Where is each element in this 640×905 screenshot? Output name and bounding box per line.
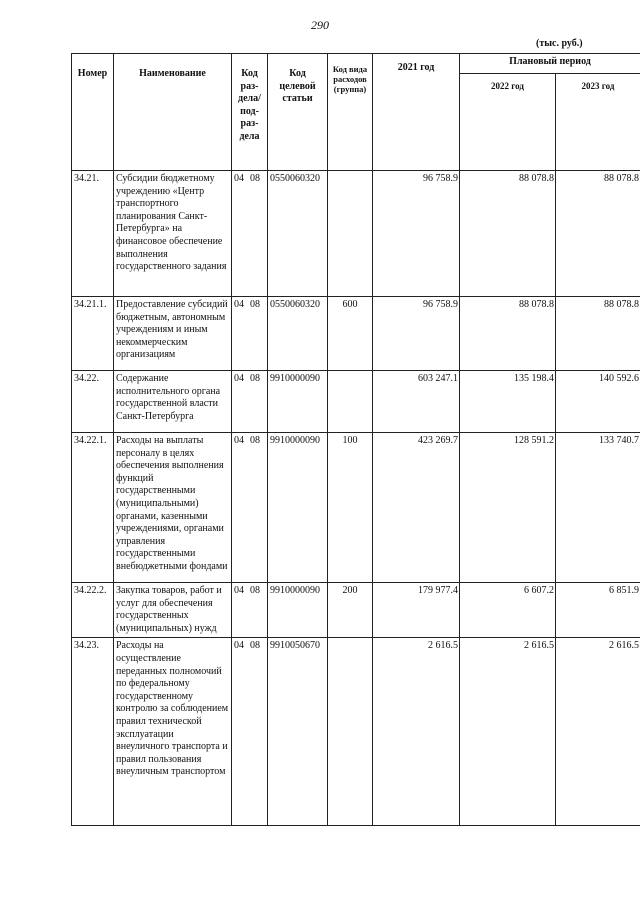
- subsection-code: 08: [250, 435, 260, 446]
- budget-table: [71, 53, 640, 826]
- row-value-2022: 135 198.4: [460, 371, 556, 433]
- row-number: 34.22.2.: [72, 583, 114, 638]
- row-expense-type: 600: [328, 297, 373, 371]
- section-code: 04: [234, 173, 244, 184]
- row-target-code: 0550060320: [268, 171, 328, 297]
- row-name: Субсидии бюджетному учреждению «Центр транспортного планирования Санкт-Петербурга» на финансовое обеспечение выполнения государственного задания: [114, 171, 232, 297]
- unit-label: (тыс. руб.): [536, 38, 583, 49]
- row-value-2021: 423 269.7: [373, 433, 460, 583]
- row-number: 34.22.: [72, 371, 114, 433]
- table-row: [72, 171, 640, 297]
- section-code: 04: [234, 585, 244, 596]
- row-section: [232, 433, 268, 583]
- row-expense-type: 100: [328, 433, 373, 583]
- page-number: 290: [311, 18, 329, 32]
- table-row: [72, 433, 640, 583]
- row-value-2023: 2 616.5: [556, 638, 640, 826]
- row-name: Расходы на выплаты персоналу в целях обеспечения выполнения функций государственными (муниципальными) органами, казенными учреждениями, органами управления государственными внебюджетными фондами: [114, 433, 232, 583]
- table-row: [72, 638, 640, 826]
- row-expense-type: [328, 371, 373, 433]
- subsection-code: 08: [250, 640, 260, 652]
- row-section: [232, 638, 268, 826]
- row-value-2021: 603 247.1: [373, 371, 460, 433]
- row-section: [232, 171, 268, 297]
- row-section: [232, 371, 268, 433]
- header-name: Наименование: [114, 54, 232, 171]
- row-value-2023: 88 078.8: [556, 171, 640, 297]
- row-target-code: 9910000090: [268, 371, 328, 433]
- table-row: [72, 583, 640, 638]
- row-number: 34.21.: [72, 171, 114, 297]
- row-value-2021: 96 758.9: [373, 297, 460, 371]
- row-name: Закупка товаров, работ и услуг для обеспечения государственных (муниципальных) нужд: [114, 583, 232, 638]
- header-target: Код целевой статьи: [268, 54, 328, 171]
- header-section: Код раз-дела/ под-раз-дела: [232, 54, 268, 171]
- row-section: [232, 583, 268, 638]
- row-expense-type: [328, 171, 373, 297]
- header-2022: 2022 год: [460, 73, 556, 171]
- row-value-2023: 6 851.9: [556, 583, 640, 638]
- row-value-2022: 88 078.8: [460, 297, 556, 371]
- row-name: Расходы на осуществление переданных полномочий по федеральному государственному контролю за соблюдением правил технической эксплуатации внеуличного транспорта и правил пользования внеуличным транспортом: [114, 638, 232, 826]
- subsection-code: 08: [250, 585, 260, 596]
- row-section: [232, 297, 268, 371]
- row-target-code: 0550060320: [268, 297, 328, 371]
- header-row: [72, 54, 640, 74]
- header-2023: 2023 год: [556, 73, 640, 171]
- subsection-code: 08: [250, 299, 260, 310]
- section-code: 04: [234, 640, 244, 652]
- row-value-2021: 2 616.5: [373, 638, 460, 826]
- section-code: 04: [234, 299, 244, 310]
- header-number: Номер: [72, 54, 114, 171]
- row-name: Предоставление субсидий бюджетным, автономным учреждениям и иным некоммерческим организациям: [114, 297, 232, 371]
- row-number: 34.22.1.: [72, 433, 114, 583]
- subsection-code: 08: [250, 373, 260, 384]
- table-row: [72, 371, 640, 433]
- table-row: [72, 297, 640, 371]
- row-value-2022: 6 607.2: [460, 583, 556, 638]
- row-target-code: 9910000090: [268, 583, 328, 638]
- row-value-2023: 133 740.7: [556, 433, 640, 583]
- row-value-2021: 96 758.9: [373, 171, 460, 297]
- row-value-2023: 88 078.8: [556, 297, 640, 371]
- row-value-2023: 140 592.6: [556, 371, 640, 433]
- row-value-2022: 88 078.8: [460, 171, 556, 297]
- section-code: 04: [234, 435, 244, 446]
- row-target-code: 9910050670: [268, 638, 328, 826]
- row-target-code: 9910000090: [268, 433, 328, 583]
- row-number: 34.23.: [72, 638, 114, 826]
- section-code: 04: [234, 373, 244, 384]
- header-planned-period: Плановый период: [460, 54, 640, 74]
- header-expense-type: Код вида расходов (группа): [328, 54, 373, 171]
- row-value-2022: 128 591.2: [460, 433, 556, 583]
- row-expense-type: [328, 638, 373, 826]
- row-name: Содержание исполнительного органа государственной власти Санкт-Петербурга: [114, 371, 232, 433]
- row-value-2021: 179 977.4: [373, 583, 460, 638]
- row-number: 34.21.1.: [72, 297, 114, 371]
- header-2021: 2021 год: [373, 54, 460, 171]
- row-value-2022: 2 616.5: [460, 638, 556, 826]
- row-expense-type: 200: [328, 583, 373, 638]
- subsection-code: 08: [250, 173, 260, 184]
